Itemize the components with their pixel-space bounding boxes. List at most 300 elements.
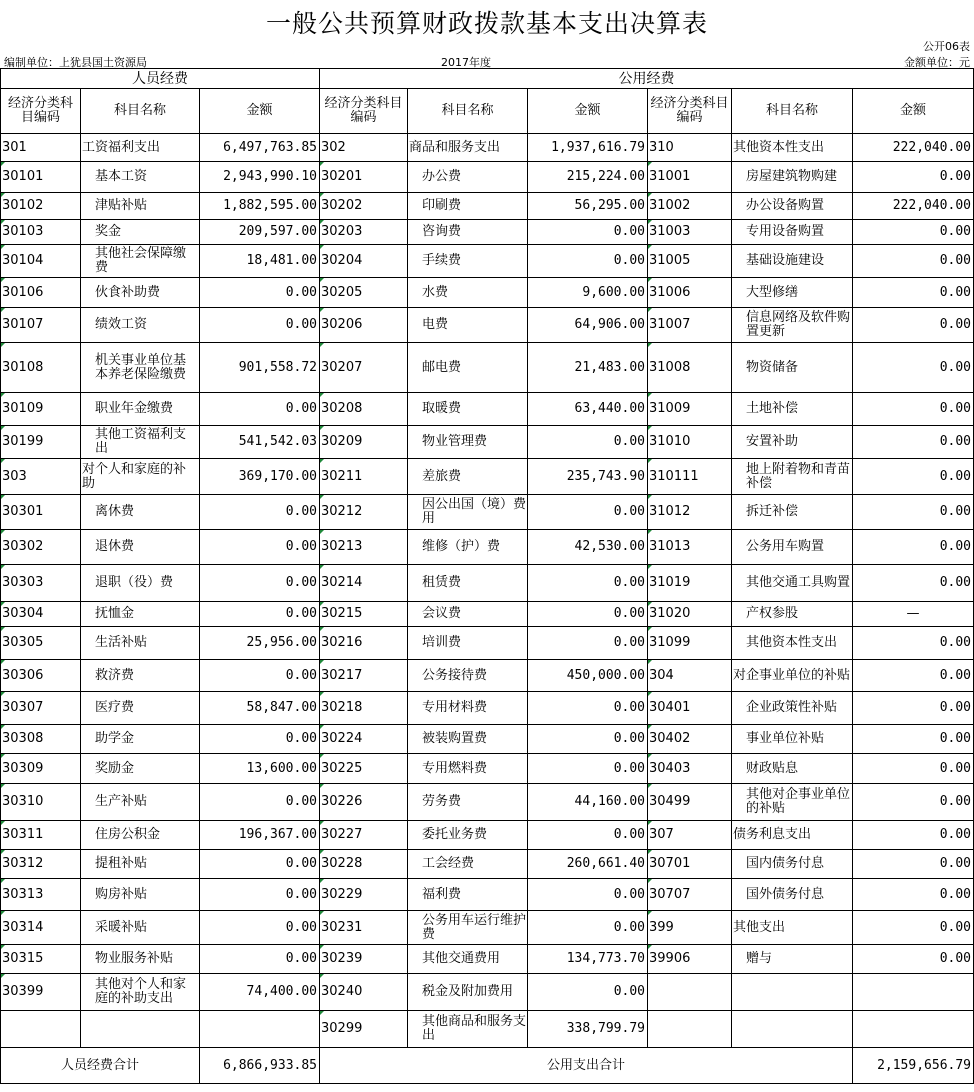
code-cell: 30104	[1, 245, 81, 278]
name-cell: 其他对个人和家庭的补助支出	[81, 974, 200, 1011]
code-cell: 30218	[320, 692, 408, 725]
name-cell: 津贴补贴	[81, 193, 200, 220]
name-cell: 公务用车购置	[732, 530, 853, 565]
name-cell: 对个人和家庭的补助	[81, 459, 200, 495]
name-cell: 商品和服务支出	[408, 134, 528, 162]
name-cell: 专用材料费	[408, 692, 528, 725]
name-cell: 办公费	[408, 162, 528, 193]
name-cell: 救济费	[81, 660, 200, 692]
amount-cell: 0.00	[853, 495, 974, 530]
column-header-row	[1, 89, 974, 134]
code-cell: 30301	[1, 495, 81, 530]
header-amount: 金额	[200, 89, 320, 134]
table-row	[1, 308, 974, 343]
name-cell: 产权参股	[732, 602, 853, 627]
name-cell: 公务接待费	[408, 660, 528, 692]
code-cell: 399	[648, 911, 732, 945]
code-cell: 310	[648, 134, 732, 162]
amount-cell: 0.00	[853, 343, 974, 393]
code-cell: 30108	[1, 343, 81, 393]
code-cell: 30207	[320, 343, 408, 393]
code-cell: 303	[1, 459, 81, 495]
section-public: 公用经费	[320, 69, 974, 89]
name-cell: 土地补偿	[732, 393, 853, 426]
amount-cell: 0.00	[853, 850, 974, 879]
table-row	[1, 426, 974, 459]
code-cell: 30109	[1, 393, 81, 426]
code-cell: 30205	[320, 278, 408, 308]
name-cell: 债务利息支出	[732, 821, 853, 850]
amount-cell: 56,295.00	[528, 193, 648, 220]
header-code: 经济分类科目编码	[1, 89, 81, 134]
name-cell: 医疗费	[81, 692, 200, 725]
report-title: 一般公共预算财政拨款基本支出决算表	[265, 9, 708, 38]
table-row	[1, 245, 974, 278]
header-name: 科目名称	[732, 89, 853, 134]
name-cell: 国外债务付息	[732, 879, 853, 911]
name-cell: 抚恤金	[81, 602, 200, 627]
code-cell: 31006	[648, 278, 732, 308]
code-cell: 30225	[320, 754, 408, 784]
amount-cell: 9,600.00	[528, 278, 648, 308]
name-cell: 提租补贴	[81, 850, 200, 879]
amount-cell: 0.00	[528, 911, 648, 945]
amount-cell: 0.00	[200, 784, 320, 821]
name-cell: 专用燃料费	[408, 754, 528, 784]
code-cell	[648, 1011, 732, 1048]
code-cell: 31099	[648, 627, 732, 660]
name-cell: 大型修缮	[732, 278, 853, 308]
name-cell	[732, 1011, 853, 1048]
code-cell	[648, 974, 732, 1011]
code-cell: 30308	[1, 725, 81, 754]
amount-cell: 0.00	[853, 393, 974, 426]
header-amount: 金额	[853, 89, 974, 134]
code-cell: 31002	[648, 193, 732, 220]
public-total-amount: 2,159,656.79	[853, 1048, 974, 1084]
code-cell: 307	[648, 821, 732, 850]
code-cell: 30209	[320, 426, 408, 459]
section-personnel: 人员经费	[1, 69, 320, 89]
amount-cell: 0.00	[200, 565, 320, 602]
amount-cell: 0.00	[200, 278, 320, 308]
code-cell: 31009	[648, 393, 732, 426]
name-cell: 物业服务补贴	[81, 945, 200, 974]
amount-cell: 0.00	[853, 278, 974, 308]
amount-cell: 64,906.00	[528, 308, 648, 343]
code-cell: 30216	[320, 627, 408, 660]
name-cell: 拆迁补偿	[732, 495, 853, 530]
code-cell: 31010	[648, 426, 732, 459]
code-cell: 30231	[320, 911, 408, 945]
amount-cell: 0.00	[853, 426, 974, 459]
table-row	[1, 162, 974, 193]
amount-cell: 0.00	[528, 602, 648, 627]
code-cell: 31019	[648, 565, 732, 602]
name-cell: 离休费	[81, 495, 200, 530]
code-cell: 31005	[648, 245, 732, 278]
code-cell: 301	[1, 134, 81, 162]
amount-cell: 0.00	[528, 627, 648, 660]
name-cell: 其他对企事业单位的补贴	[732, 784, 853, 821]
code-cell: 30229	[320, 879, 408, 911]
amount-cell: 0.00	[528, 565, 648, 602]
code-cell: 30309	[1, 754, 81, 784]
code-cell: 30311	[1, 821, 81, 850]
amount-cell: 0.00	[853, 565, 974, 602]
name-cell: 福利费	[408, 879, 528, 911]
table-row	[1, 134, 974, 162]
table-row	[1, 459, 974, 495]
table-row	[1, 220, 974, 245]
amount-cell: 0.00	[200, 602, 320, 627]
name-cell: 其他工资福利支出	[81, 426, 200, 459]
code-cell: 30499	[648, 784, 732, 821]
code-cell: 30239	[320, 945, 408, 974]
amount-cell: 369,170.00	[200, 459, 320, 495]
amount-cell: 0.00	[528, 879, 648, 911]
table-row	[1, 945, 974, 974]
name-cell: 其他交通工具购置	[732, 565, 853, 602]
table-row	[1, 602, 974, 627]
header-amount: 金额	[528, 89, 648, 134]
name-cell: 安置补助	[732, 426, 853, 459]
amount-cell: 0.00	[200, 850, 320, 879]
table-row	[1, 627, 974, 660]
name-cell: 助学金	[81, 725, 200, 754]
amount-cell: 0.00	[200, 660, 320, 692]
name-cell: 差旅费	[408, 459, 528, 495]
code-cell: 30226	[320, 784, 408, 821]
amount-cell: 0.00	[853, 784, 974, 821]
amount-cell: 901,558.72	[200, 343, 320, 393]
name-cell: 退休费	[81, 530, 200, 565]
table-row	[1, 821, 974, 850]
amount-cell: 0.00	[853, 754, 974, 784]
name-cell: 奖励金	[81, 754, 200, 784]
name-cell: 住房公积金	[81, 821, 200, 850]
header-code: 经济分类科目编码	[320, 89, 408, 134]
name-cell: 专用设备购置	[732, 220, 853, 245]
name-cell: 咨询费	[408, 220, 528, 245]
table-row	[1, 393, 974, 426]
amount-cell: 0.00	[853, 945, 974, 974]
table-row	[1, 530, 974, 565]
amount-cell: 44,160.00	[528, 784, 648, 821]
amount-cell: 1,937,616.79	[528, 134, 648, 162]
amount-cell: 0.00	[528, 725, 648, 754]
code-cell: 302	[320, 134, 408, 162]
header-code: 经济分类科目编码	[648, 89, 732, 134]
name-cell: 其他商品和服务支出	[408, 1011, 528, 1048]
name-cell: 奖金	[81, 220, 200, 245]
section-header-row	[1, 69, 974, 89]
expenditure-table	[0, 68, 974, 1084]
name-cell	[81, 1011, 200, 1048]
name-cell: 信息网络及软件购置更新	[732, 308, 853, 343]
name-cell: 其他社会保障缴费	[81, 245, 200, 278]
code-cell: 30701	[648, 850, 732, 879]
code-cell: 30299	[320, 1011, 408, 1048]
code-cell: 30310	[1, 784, 81, 821]
name-cell: 生产补贴	[81, 784, 200, 821]
code-cell: 30303	[1, 565, 81, 602]
amount-cell: 215,224.00	[528, 162, 648, 193]
name-cell	[732, 974, 853, 1011]
code-cell: 30103	[1, 220, 81, 245]
amount-cell: 0.00	[853, 308, 974, 343]
code-cell: 31013	[648, 530, 732, 565]
code-cell: 30212	[320, 495, 408, 530]
amount-cell	[853, 1011, 974, 1048]
name-cell: 劳务费	[408, 784, 528, 821]
amount-cell: 2,943,990.10	[200, 162, 320, 193]
table-row	[1, 784, 974, 821]
amount-cell: 0.00	[528, 495, 648, 530]
amount-cell: 0.00	[200, 725, 320, 754]
code-cell: 30240	[320, 974, 408, 1011]
code-cell: 30707	[648, 879, 732, 911]
name-cell: 国内债务付息	[732, 850, 853, 879]
amount-cell: 25,956.00	[200, 627, 320, 660]
code-cell: 30399	[1, 974, 81, 1011]
table-row	[1, 692, 974, 725]
code-cell: 30101	[1, 162, 81, 193]
table-row	[1, 725, 974, 754]
amount-cell: 42,530.00	[528, 530, 648, 565]
name-cell: 生活补贴	[81, 627, 200, 660]
name-cell: 绩效工资	[81, 308, 200, 343]
code-cell: 30401	[648, 692, 732, 725]
totals-row	[1, 1048, 974, 1084]
amount-cell: 58,847.00	[200, 692, 320, 725]
name-cell: 维修（护）费	[408, 530, 528, 565]
code-cell: 30307	[1, 692, 81, 725]
name-cell: 赠与	[732, 945, 853, 974]
code-cell: 30213	[320, 530, 408, 565]
table-number: 公开06表	[923, 40, 970, 53]
personnel-total-amount: 6,866,933.85	[200, 1048, 320, 1084]
code-cell: 30201	[320, 162, 408, 193]
name-cell: 其他资本性支出	[732, 134, 853, 162]
name-cell: 租赁费	[408, 565, 528, 602]
name-cell: 财政贴息	[732, 754, 853, 784]
name-cell: 邮电费	[408, 343, 528, 393]
name-cell: 办公设备购置	[732, 193, 853, 220]
code-cell: 30199	[1, 426, 81, 459]
code-cell: 30214	[320, 565, 408, 602]
amount-cell: 0.00	[853, 879, 974, 911]
code-cell: 31003	[648, 220, 732, 245]
name-cell: 工资福利支出	[81, 134, 200, 162]
amount-cell: 0.00	[853, 660, 974, 692]
name-cell: 委托业务费	[408, 821, 528, 850]
amount-cell: 0.00	[528, 245, 648, 278]
amount-cell: 134,773.70	[528, 945, 648, 974]
table-row	[1, 754, 974, 784]
code-cell: 30215	[320, 602, 408, 627]
name-cell: 对企事业单位的补贴	[732, 660, 853, 692]
table-row	[1, 911, 974, 945]
name-cell: 印刷费	[408, 193, 528, 220]
amount-cell: 0.00	[853, 627, 974, 660]
code-cell: 30312	[1, 850, 81, 879]
code-cell: 39906	[648, 945, 732, 974]
table-row	[1, 660, 974, 692]
amount-cell: 6,497,763.85	[200, 134, 320, 162]
name-cell: 税金及附加费用	[408, 974, 528, 1011]
amount-cell: 0.00	[853, 692, 974, 725]
amount-cell: 0.00	[528, 754, 648, 784]
public-total-label: 公用支出合计	[320, 1048, 853, 1084]
name-cell: 物资储备	[732, 343, 853, 393]
table-row	[1, 974, 974, 1011]
code-cell: 30314	[1, 911, 81, 945]
compiling-unit: 编制单位：上犹县国土资源局	[4, 56, 147, 69]
name-cell: 手续费	[408, 245, 528, 278]
amount-cell: 0.00	[853, 911, 974, 945]
name-cell: 采暖补贴	[81, 911, 200, 945]
amount-cell: 0.00	[200, 530, 320, 565]
code-cell: 30304	[1, 602, 81, 627]
name-cell: 基本工资	[81, 162, 200, 193]
amount-cell: 235,743.90	[528, 459, 648, 495]
code-cell: 31008	[648, 343, 732, 393]
amount-cell: 222,040.00	[853, 134, 974, 162]
code-cell: 31020	[648, 602, 732, 627]
code-cell: 30208	[320, 393, 408, 426]
code-cell: 30313	[1, 879, 81, 911]
amount-cell: 450,000.00	[528, 660, 648, 692]
name-cell: 房屋建筑物购建	[732, 162, 853, 193]
amount-cell: 0.00	[853, 162, 974, 193]
code-cell: 30204	[320, 245, 408, 278]
name-cell: 伙食补助费	[81, 278, 200, 308]
amount-cell: 63,440.00	[528, 393, 648, 426]
code-cell: 30315	[1, 945, 81, 974]
code-cell: 30403	[648, 754, 732, 784]
code-cell: 30217	[320, 660, 408, 692]
amount-cell: 0.00	[528, 974, 648, 1011]
name-cell: 机关事业单位基本养老保险缴费	[81, 343, 200, 393]
code-cell: 30102	[1, 193, 81, 220]
code-cell	[1, 1011, 81, 1048]
amount-cell: 0.00	[200, 879, 320, 911]
amount-cell: 260,661.40	[528, 850, 648, 879]
name-cell: 地上附着物和青苗补偿	[732, 459, 853, 495]
code-cell: 30302	[1, 530, 81, 565]
table-row	[1, 495, 974, 530]
amount-cell: 222,040.00	[853, 193, 974, 220]
amount-cell: 0.00	[200, 393, 320, 426]
name-cell: 物业管理费	[408, 426, 528, 459]
code-cell: 30227	[320, 821, 408, 850]
code-cell: 30206	[320, 308, 408, 343]
amount-cell: 0.00	[528, 692, 648, 725]
table-row	[1, 193, 974, 220]
amount-cell: 21,483.00	[528, 343, 648, 393]
name-cell: 基础设施建设	[732, 245, 853, 278]
code-cell: 30402	[648, 725, 732, 754]
name-cell: 电费	[408, 308, 528, 343]
amount-cell: 0.00	[200, 911, 320, 945]
table-row	[1, 565, 974, 602]
amount-cell: 541,542.03	[200, 426, 320, 459]
name-cell: 公务用车运行维护费	[408, 911, 528, 945]
code-cell: 30228	[320, 850, 408, 879]
code-cell: 310111	[648, 459, 732, 495]
code-cell: 30106	[1, 278, 81, 308]
code-cell: 31012	[648, 495, 732, 530]
amount-cell: 18,481.00	[200, 245, 320, 278]
name-cell: 取暖费	[408, 393, 528, 426]
amount-cell	[853, 974, 974, 1011]
name-cell: 职业年金缴费	[81, 393, 200, 426]
code-cell: 31001	[648, 162, 732, 193]
amount-cell: 0.00	[853, 245, 974, 278]
amount-cell: 13,600.00	[200, 754, 320, 784]
amount-cell	[200, 1011, 320, 1048]
table-row	[1, 343, 974, 393]
name-cell: 培训费	[408, 627, 528, 660]
amount-cell: 1,882,595.00	[200, 193, 320, 220]
table-row	[1, 1011, 974, 1048]
name-cell: 会议费	[408, 602, 528, 627]
name-cell: 退职（役）费	[81, 565, 200, 602]
amount-cell: 209,597.00	[200, 220, 320, 245]
amount-unit: 金额单位：元	[904, 56, 970, 69]
amount-cell: 0.00	[853, 459, 974, 495]
fiscal-year: 2017年度	[441, 56, 491, 69]
table-row	[1, 278, 974, 308]
name-cell: 其他资本性支出	[732, 627, 853, 660]
name-cell: 水费	[408, 278, 528, 308]
name-cell: 其他支出	[732, 911, 853, 945]
header-name: 科目名称	[81, 89, 200, 134]
amount-cell: 338,799.79	[528, 1011, 648, 1048]
code-cell: 30202	[320, 193, 408, 220]
name-cell: 购房补贴	[81, 879, 200, 911]
table-row	[1, 879, 974, 911]
code-cell: 30211	[320, 459, 408, 495]
amount-cell: 0.00	[528, 821, 648, 850]
amount-cell: 0.00	[853, 725, 974, 754]
name-cell: 因公出国（境）费用	[408, 495, 528, 530]
name-cell: 其他交通费用	[408, 945, 528, 974]
amount-cell: 74,400.00	[200, 974, 320, 1011]
name-cell: 企业政策性补贴	[732, 692, 853, 725]
code-cell: 30224	[320, 725, 408, 754]
table-row	[1, 850, 974, 879]
amount-cell: 0.00	[853, 821, 974, 850]
amount-cell: —	[853, 602, 974, 627]
amount-cell: 196,367.00	[200, 821, 320, 850]
code-cell: 304	[648, 660, 732, 692]
amount-cell: 0.00	[528, 426, 648, 459]
code-cell: 30203	[320, 220, 408, 245]
code-cell: 31007	[648, 308, 732, 343]
name-cell: 工会经费	[408, 850, 528, 879]
amount-cell: 0.00	[528, 220, 648, 245]
header-name: 科目名称	[408, 89, 528, 134]
code-cell: 30107	[1, 308, 81, 343]
amount-cell: 0.00	[200, 945, 320, 974]
name-cell: 事业单位补贴	[732, 725, 853, 754]
name-cell: 被装购置费	[408, 725, 528, 754]
amount-cell: 0.00	[853, 530, 974, 565]
amount-cell: 0.00	[853, 220, 974, 245]
amount-cell: 0.00	[200, 308, 320, 343]
